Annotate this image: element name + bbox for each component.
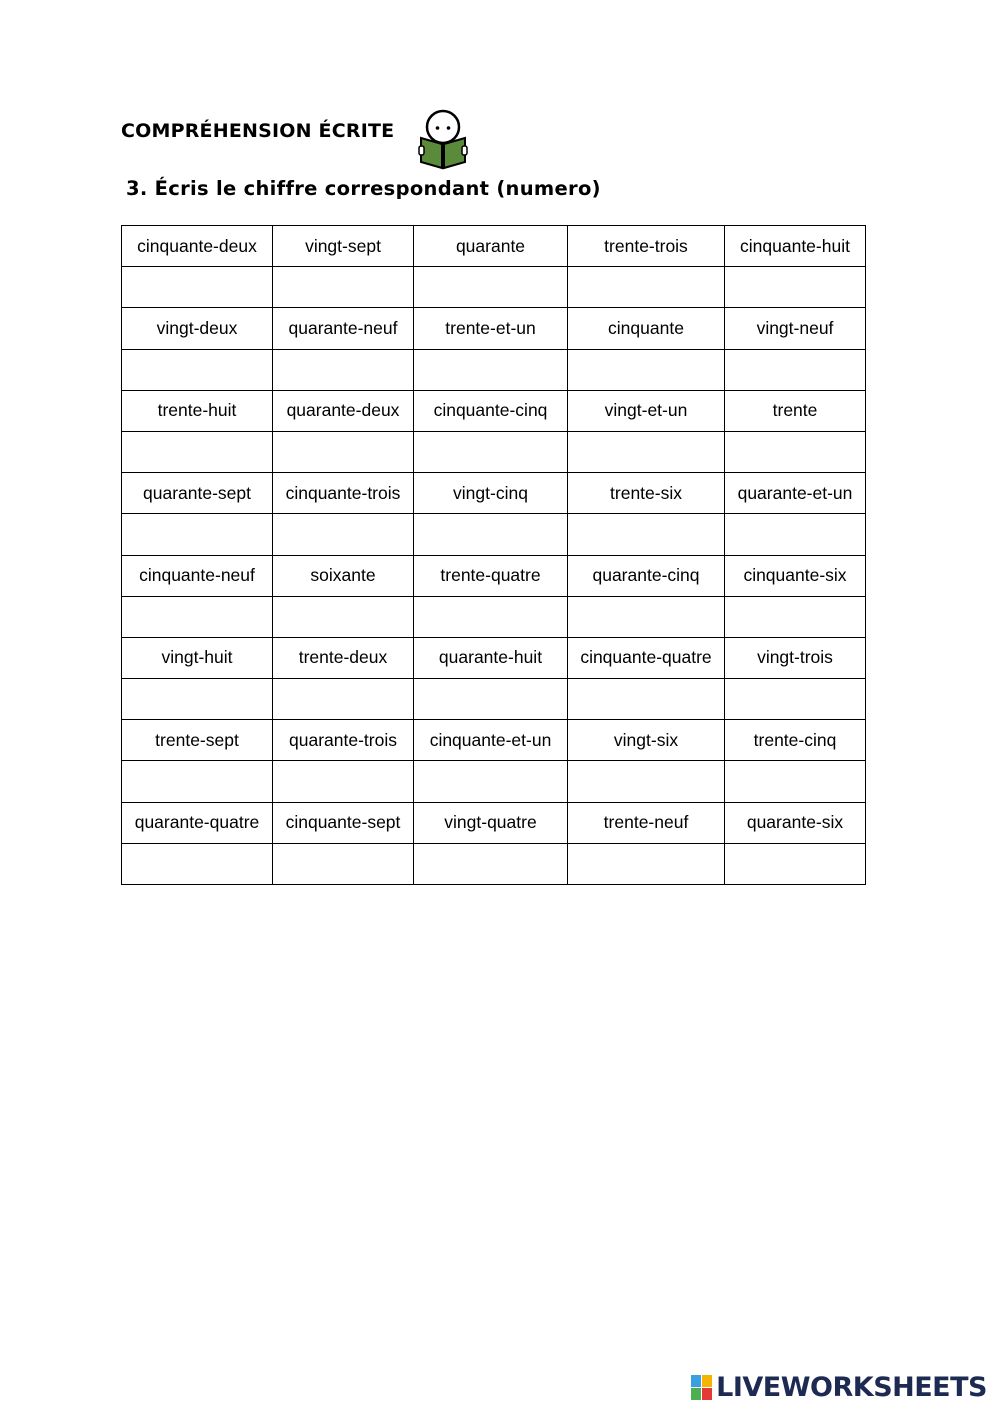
number-word-cell: vingt-deux: [122, 308, 273, 349]
number-word-cell: quarante-six: [725, 802, 866, 843]
answer-cell[interactable]: [273, 267, 414, 308]
answer-cell[interactable]: [122, 431, 273, 472]
number-word-cell: trente-quatre: [414, 555, 568, 596]
number-word-cell: cinquante-huit: [725, 226, 866, 267]
number-word-cell: quarante-deux: [273, 390, 414, 431]
answer-cell[interactable]: [414, 679, 568, 720]
answer-cell[interactable]: [273, 843, 414, 884]
number-word-cell: trente: [725, 390, 866, 431]
number-word-cell: trente-et-un: [414, 308, 568, 349]
answer-cell[interactable]: [414, 349, 568, 390]
number-word-cell: trente-six: [568, 473, 725, 514]
answer-cell[interactable]: [414, 431, 568, 472]
answer-cell[interactable]: [122, 514, 273, 555]
answer-row: [122, 679, 866, 720]
word-row: [122, 802, 866, 843]
number-word-cell: trente-cinq: [725, 720, 866, 761]
word-row: [122, 390, 866, 431]
number-word-cell: quarante-huit: [414, 637, 568, 678]
answer-cell[interactable]: [725, 349, 866, 390]
answer-row: [122, 267, 866, 308]
answer-row: [122, 514, 866, 555]
answer-cell[interactable]: [725, 843, 866, 884]
answer-row: [122, 843, 866, 884]
number-word-cell: cinquante: [568, 308, 725, 349]
answer-cell[interactable]: [568, 679, 725, 720]
number-word-cell: cinquante-six: [725, 555, 866, 596]
number-word-cell: vingt-trois: [725, 637, 866, 678]
number-word-cell: cinquante-deux: [122, 226, 273, 267]
number-word-cell: quarante-neuf: [273, 308, 414, 349]
number-word-cell: vingt-sept: [273, 226, 414, 267]
answer-cell[interactable]: [273, 761, 414, 802]
number-words-table: [121, 225, 866, 885]
number-word-cell: cinquante-et-un: [414, 720, 568, 761]
liveworksheets-logo-icon: [691, 1375, 713, 1401]
word-row: [122, 637, 866, 678]
answer-cell[interactable]: [273, 431, 414, 472]
answer-row: [122, 431, 866, 472]
answer-cell[interactable]: [725, 514, 866, 555]
answer-cell[interactable]: [122, 596, 273, 637]
section-heading: COMPRÉHENSION ÉCRITE: [121, 120, 395, 142]
answer-cell[interactable]: [414, 596, 568, 637]
answer-cell[interactable]: [273, 679, 414, 720]
number-word-cell: trente-trois: [568, 226, 725, 267]
number-word-cell: quarante-trois: [273, 720, 414, 761]
answer-cell[interactable]: [568, 596, 725, 637]
number-word-cell: vingt-et-un: [568, 390, 725, 431]
exercise-instruction: 3. Écris le chiffre correspondant (numero): [126, 177, 601, 200]
answer-cell[interactable]: [725, 267, 866, 308]
number-word-cell: trente-deux: [273, 637, 414, 678]
answer-cell[interactable]: [414, 843, 568, 884]
answer-cell[interactable]: [725, 596, 866, 637]
number-word-cell: quarante-sept: [122, 473, 273, 514]
answer-cell[interactable]: [414, 514, 568, 555]
number-word-cell: cinquante-cinq: [414, 390, 568, 431]
answer-cell[interactable]: [122, 349, 273, 390]
answer-cell[interactable]: [568, 514, 725, 555]
number-word-cell: cinquante-neuf: [122, 555, 273, 596]
number-word-cell: trente-huit: [122, 390, 273, 431]
number-word-cell: cinquante-quatre: [568, 637, 725, 678]
answer-row: [122, 596, 866, 637]
number-word-cell: vingt-huit: [122, 637, 273, 678]
answer-cell[interactable]: [273, 514, 414, 555]
word-row: [122, 555, 866, 596]
word-row: [122, 473, 866, 514]
answer-cell[interactable]: [122, 843, 273, 884]
answer-cell[interactable]: [568, 267, 725, 308]
answer-cell[interactable]: [725, 679, 866, 720]
answer-cell[interactable]: [725, 761, 866, 802]
number-word-cell: trente-sept: [122, 720, 273, 761]
answer-cell[interactable]: [568, 843, 725, 884]
answer-cell[interactable]: [273, 349, 414, 390]
number-word-cell: quarante-quatre: [122, 802, 273, 843]
answer-cell[interactable]: [273, 596, 414, 637]
answer-cell[interactable]: [568, 349, 725, 390]
answer-cell[interactable]: [122, 679, 273, 720]
child-reading-book-icon: [418, 108, 468, 170]
answer-cell[interactable]: [122, 267, 273, 308]
liveworksheets-brand: [691, 1372, 987, 1403]
number-word-cell: quarante-et-un: [725, 473, 866, 514]
brand-name: LIVEWORKSHEETS: [716, 1372, 987, 1403]
answer-row: [122, 761, 866, 802]
word-row: [122, 226, 866, 267]
answer-cell[interactable]: [568, 761, 725, 802]
number-word-cell: quarante-cinq: [568, 555, 725, 596]
word-row: [122, 720, 866, 761]
number-word-cell: vingt-neuf: [725, 308, 866, 349]
answer-row: [122, 349, 866, 390]
answer-cell[interactable]: [122, 761, 273, 802]
number-word-cell: trente-neuf: [568, 802, 725, 843]
number-word-cell: cinquante-trois: [273, 473, 414, 514]
number-word-cell: quarante: [414, 226, 568, 267]
answer-cell[interactable]: [568, 431, 725, 472]
answer-cell[interactable]: [414, 267, 568, 308]
number-word-cell: vingt-quatre: [414, 802, 568, 843]
number-word-cell: vingt-cinq: [414, 473, 568, 514]
word-row: [122, 308, 866, 349]
number-word-cell: vingt-six: [568, 720, 725, 761]
number-word-cell: soixante: [273, 555, 414, 596]
answer-cell[interactable]: [414, 761, 568, 802]
number-word-cell: cinquante-sept: [273, 802, 414, 843]
answer-cell[interactable]: [725, 431, 866, 472]
